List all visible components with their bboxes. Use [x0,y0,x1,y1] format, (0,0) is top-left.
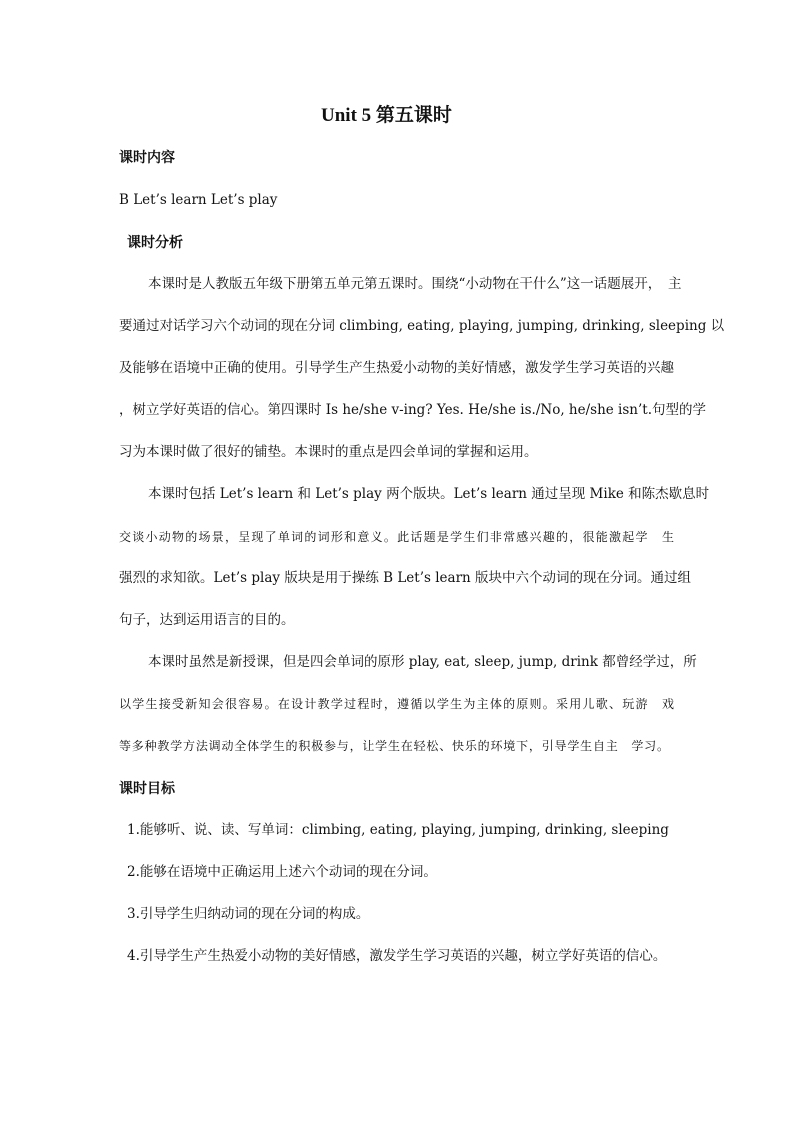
objective-item-4: 4.引导学生产生热爱小动物的美好情感，激发学生学习英语的兴趣，树立学好英语的信心。 [127,948,667,964]
content-text: B Let’s learn Let’s play [119,192,278,208]
analysis-p3-line1: 本课时虽然是新授课，但是四会单词的原形 play, eat, sleep, jump, drink 都曾经学过，所 [148,654,697,670]
analysis-p2-line3: 强烈的求知欲。Let’s play 版块是用于操练 B Let’s learn 版块中六个动词的现在分词。通过组 [119,570,692,586]
analysis-p2-line4: 句子，达到运用语言的目的。 [119,612,295,628]
section-heading-analysis: 课时分析 [127,235,183,251]
analysis-p1-line2: 要通过对话学习六个动词的现在分词 climbing, eating, playing, jumping, drinking, sleeping 以 [119,318,725,334]
objective-item-1: 1.能够听、说、读、写单词：climbing, eating, playing, jumping, drinking, sleeping [127,822,669,838]
objective-item-3: 3.引导学生归纳动词的现在分词的构成。 [127,906,370,922]
analysis-p2-line1: 本课时包括 Let’s learn 和 Let’s play 两个版块。Let’s learn 通过呈现 Mike 和陈杰歇息时 [148,486,710,502]
analysis-p1-line3: 及能够在语境中正确的使用。引导学生产生热爱小动物的美好情感，激发学生学习英语的兴趣 [119,360,674,376]
analysis-p1-line1: 本课时是人教版五年级下册第五单元第五课时。围绕“小动物在干什么”这一话题展开， 主 [148,276,682,292]
analysis-p3-line2: 以学生接受新知会很容易。在设计教学过程时，遵循以学生为主体的原则。采用儿歌、玩游 戏 [119,697,674,711]
analysis-p3-line3: 等多种教学方法调动全体学生的积极参与，让学生在轻松、快乐的环境下，引导学生自主 学习。 [119,739,669,753]
analysis-p1-line4: ，树立学好英语的信心。第四课时 Is he/she v-ing? Yes. He/she is./No, he/she isn’t.句型的学 [119,402,706,418]
objective-item-2: 2.能够在语境中正确运用上述六个动词的现在分词。 [127,864,437,880]
analysis-p1-line5: 习为本课时做了很好的铺垫。本课时的重点是四会单词的掌握和运用。 [119,444,538,460]
analysis-p2-line2: 交谈小动物的场景，呈现了单词的词形和意义。此话题是学生们非常感兴趣的，很能激起学 生 [119,530,674,544]
page-title: Unit 5 第五课时 [321,105,452,126]
section-heading-objectives: 课时目标 [119,781,175,797]
section-heading-content: 课时内容 [119,150,175,166]
